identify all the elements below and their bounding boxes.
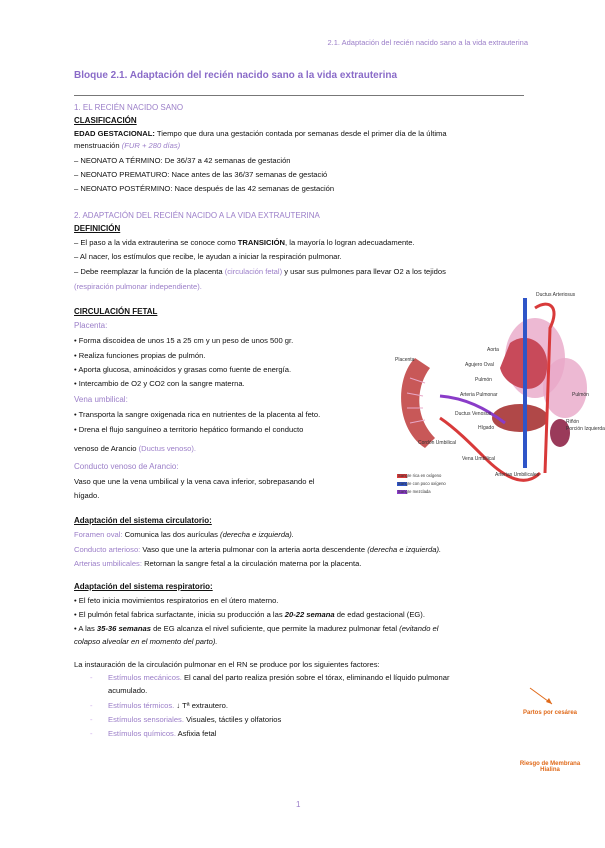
factor-mecanicos — [108, 672, 449, 684]
def-line-1 — [74, 237, 415, 249]
fig-label-ductus-venosus: Ductus Venosus — [455, 411, 492, 417]
ar2c: de edad gestacional (EG). — [334, 610, 425, 619]
clasificacion-heading: CLASIFICACIÓN — [74, 116, 137, 125]
ar3b: 35-36 semanas — [96, 624, 151, 633]
placenta-item-3: • Aporta glucosa, aminoácidos y grasas como fuente de energía. — [74, 365, 292, 374]
arterias-umbilicales-line — [74, 558, 361, 570]
adapt-respiratorio-heading: Adaptación del sistema respiratorio: — [74, 582, 213, 591]
ac2b: Vaso que une la arteria pulmonar con la arteria aorta descendente — [142, 545, 368, 554]
title-divider — [74, 95, 524, 96]
resp-item-3b: colapso alveolar en el momento del parto). — [74, 637, 218, 646]
factor-quimicos — [108, 728, 216, 740]
fig-label-pulmon-2: Pulmón — [572, 392, 589, 398]
bullet-dash-1: - — [90, 673, 93, 682]
ac1b: Comunica las dos aurículas — [124, 530, 221, 539]
f3a: Estímulos sensoriales. — [108, 715, 184, 724]
fig-label-arteria-pulmonar: Arteria Pulmonar — [460, 392, 498, 398]
conducto-arterioso-line — [74, 544, 441, 556]
eg-text2: menstruación — [74, 141, 122, 150]
placenta-item-1: • Forma discoidea de unos 15 a 25 cm y un peso de unos 500 gr. — [74, 336, 294, 345]
fig-label-vena-umbilical: Vena Umbilical — [462, 456, 496, 462]
ac2c: (derecha e izquierda). — [367, 545, 442, 554]
d1a: – El paso a la vida extrauterina se conoce como — [74, 238, 238, 247]
eg-label: EDAD GESTACIONAL: — [74, 129, 155, 138]
v3a: venoso de Arancio — [74, 444, 139, 453]
factor-mecanicos-cont: acumulado. — [108, 686, 148, 695]
fig-label-rinon: Riñón — [566, 419, 580, 425]
placenta-heading: Placenta: — [74, 321, 108, 330]
v3b: (Ductus venoso). — [138, 444, 196, 453]
conducto-venoso-heading: Conducto venoso de Arancio: — [74, 462, 179, 471]
ar2a: • El pulmón fetal fabrica surfactante, inicia su producción a las — [74, 610, 285, 619]
definicion-heading: DEFINICIÓN — [74, 224, 121, 233]
fig-label-cordon: Cordón Umbilical — [418, 440, 457, 446]
adapt-circulatorio-heading: Adaptación del sistema circulatorio: — [74, 516, 212, 525]
d3a: – Debe reemplazar la función de la placenta — [74, 267, 225, 276]
instauracion-line: La instauración de la circulación pulmonar en el RN se produce por los siguientes factores: — [74, 660, 380, 669]
ac2a: Conducto arterioso: — [74, 545, 143, 554]
ar3c: de EG alcanza el nivel suficiente, que permite la madurez pulmonar fetal — [150, 624, 400, 633]
vena-item-3 — [74, 443, 196, 455]
section-1-heading: 1. EL RECIÉN NACIDO SANO — [74, 103, 184, 112]
resp-item-3 — [74, 623, 438, 635]
vena-item-2: • Drena el flujo sanguíneo a territorio hepático formando el conducto — [74, 425, 304, 434]
conducto-line-2: hígado. — [74, 491, 100, 500]
fig-label-porcion-izq: Porción Izquierda — [566, 426, 605, 432]
f1a: Estímulos mecánicos. — [108, 673, 182, 682]
ac3b: Retornan la sangre fetal a la circulación materna por la placenta. — [144, 559, 362, 568]
fig-label-aorta: Aorta — [487, 347, 499, 353]
running-header: 2.1. Adaptación del recién nacido sano a la vida extrauterina — [327, 38, 528, 47]
ac3a: Arterias umbilicales: — [74, 559, 145, 568]
conducto-line-1: Vaso que une la vena umbilical y la vena cava inferior, sobrepasando el — [74, 477, 315, 486]
placenta-item-2: • Realiza funciones propias de pulmón. — [74, 351, 206, 360]
legend-mixed: Sangre mezclada — [398, 489, 431, 494]
vena-item-1: • Transporta la sangre oxigenada rica en nutrientes de la placenta al feto. — [74, 410, 321, 419]
eg-paragraph-1 — [74, 128, 447, 140]
ar3a: • A las — [74, 624, 97, 633]
ar3d: (evitando el — [399, 624, 439, 633]
circulacion-fetal-heading: CIRCULACIÓN FETAL — [74, 307, 158, 316]
legend-oxygen-poor: Sangre con poco oxígeno — [398, 481, 446, 486]
eg-paragraph-2 — [74, 140, 180, 152]
f2b: ↓ Tª extrautero. — [174, 701, 228, 710]
bullet-dash-3: - — [90, 715, 93, 724]
d2a: – Al nacer, los estímulos que recibe, le ayudan a iniciar — [74, 252, 261, 261]
factor-sensoriales — [108, 714, 281, 726]
f1b: El canal del parto realiza presión sobre el tórax, eliminando el líquido pulmonar — [181, 673, 450, 682]
ar2b: 20-22 semana — [284, 610, 335, 619]
neonato-prematuro: – NEONATO PREMATURO: Nace antes de las 36/37 semanas de gestació — [74, 170, 328, 179]
page-title: Bloque 2.1. Adaptación del recién nacido sano a la vida extrauterina — [74, 70, 398, 81]
def-line-2 — [74, 251, 342, 263]
d2b: la respiración pulmonar. — [261, 252, 342, 261]
fig-label-placenta: Placenta — [395, 357, 415, 363]
ac1a: Foramen oval: — [74, 530, 125, 539]
vena-umbilical-heading: Vena umbilical: — [74, 395, 128, 404]
section-2-heading: 2. ADAPTACIÓN DEL RECIÉN NACIDO A LA VIDA EXTRAUTERINA — [74, 211, 320, 220]
resp-item-2 — [74, 609, 425, 621]
def-line-3 — [74, 266, 446, 278]
d1c: , la mayoría lo logran adecuadamente. — [285, 238, 415, 247]
placenta — [401, 358, 435, 448]
arrow-icon — [528, 686, 558, 708]
f3b: Visuales, táctiles y olfatorios — [183, 715, 282, 724]
d3b: (circulación fetal) — [224, 267, 283, 276]
placenta-item-4: • Intercambio de O2 y CO2 con la sangre materna. — [74, 379, 245, 388]
def-line-4: (respiración pulmonar independiente). — [74, 282, 202, 291]
fig-label-ductus-arteriosus: Ductus Arteriosus — [536, 292, 576, 298]
f4b: Asfixia fetal — [175, 729, 217, 738]
fig-label-higado: Hígado — [478, 425, 495, 431]
neonato-termino: – NEONATO A TÉRMINO: De 36/37 a 42 semanas de gestación — [74, 156, 291, 165]
legend-oxygen-rich: Sangre rica en oxígeno — [398, 473, 442, 478]
factor-termicos — [108, 700, 228, 712]
f2a: Estímulos térmicos. — [108, 701, 175, 710]
eg-text1: Tiempo que dura una gestación contada por semanas desde el primer día de la última — [154, 129, 447, 138]
riesgo-membrana-note: Riesgo de Membrana Hialina — [519, 761, 581, 773]
fig-label-pulmon-1: Pulmón — [475, 377, 492, 383]
f4a: Estímulos químicos. — [108, 729, 176, 738]
bullet-dash-2: - — [90, 701, 93, 710]
d1b: TRANSICIÓN — [237, 238, 286, 247]
bullet-dash-4: - — [90, 729, 93, 738]
page-number: 1 — [296, 800, 301, 809]
d3c: y usar sus pulmones para llevar O2 a los tejidos — [282, 267, 446, 276]
fig-label-agujero-oval: Agujero Oval — [465, 362, 494, 368]
partos-cesarea-note: Partos por cesárea — [522, 710, 578, 716]
foramen-oval-line — [74, 529, 294, 541]
fur-note: (FUR + 280 días) — [121, 141, 181, 150]
neonato-postermino: – NEONATO POSTÉRMINO: Nace después de las 42 semanas de gestación — [74, 184, 335, 193]
ac1c: (derecha e izquierda). — [220, 530, 294, 539]
resp-item-1: • El feto inicia movimientos respiratorios en el útero materno. — [74, 596, 279, 605]
fig-label-arterias-umbilicales: Arterias Umbilicales — [495, 472, 540, 478]
